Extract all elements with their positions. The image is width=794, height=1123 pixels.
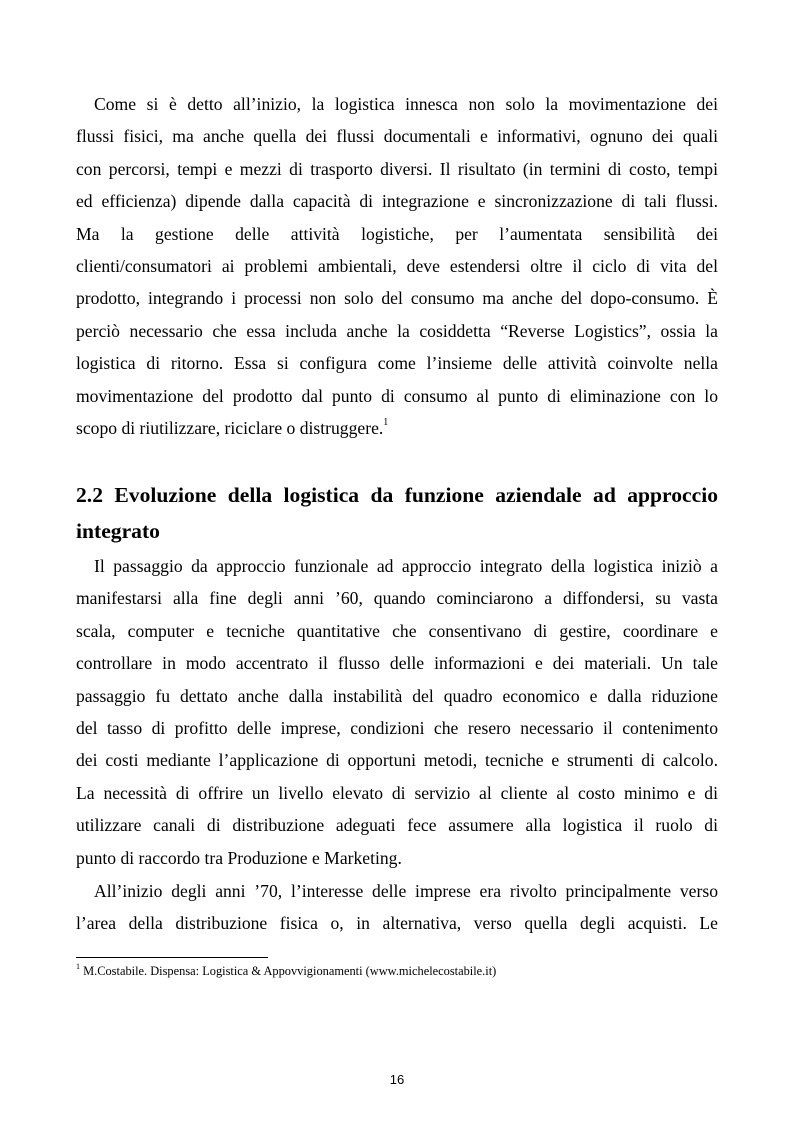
page-number: 16 <box>389 1072 405 1087</box>
heading-line: 2.2 Evoluzione della logistica da funzione aziendale ad approccio <box>76 483 718 507</box>
paragraph-line: flussi fisici, ma anche quella dei flussi documentali e informativi, ognuno dei quali <box>76 126 718 147</box>
paragraph-line: l’area della distribuzione fisica o, in alternativa, verso quella degli acquisti. Le <box>76 913 718 934</box>
paragraph-line: perciò necessario che essa includa anche la cosiddetta “Reverse Logistics”, ossia la <box>76 320 718 341</box>
paragraph-line: movimentazione del prodotto dal punto di consumo al punto di eliminazione con lo <box>76 385 718 406</box>
footnote-reference: 1 <box>383 417 389 429</box>
paragraph-reverse-logistics <box>76 88 718 444</box>
paragraph-line: scopo di riutilizzare, riciclare o distruggere. <box>76 417 384 438</box>
footnote-text: M.Costabile. Dispensa: Logistica & Appovvigionamenti (www.michelecostabile.it) <box>83 964 497 978</box>
paragraph-line: passaggio fu dettato anche dalla instabilità del quadro economico e dalla riduzione <box>76 685 718 706</box>
paragraph-line: Il passaggio da approccio funzionale ad approccio integrato della logistica iniziò a <box>94 556 718 576</box>
paragraph-line: punto di raccordo tra Produzione e Marketing. <box>76 847 402 868</box>
heading-line: integrato <box>76 519 160 543</box>
paragraph-line: ed efficienza) dipende dalla capacità di integrazione e sincronizzazione di tali flussi. <box>76 191 718 212</box>
footnote-separator <box>76 957 268 958</box>
paragraph-seventies <box>76 875 718 940</box>
section-heading <box>76 477 718 549</box>
paragraph-line: Ma la gestione delle attività logistiche, per l’aumentata sensibilità dei <box>76 223 718 244</box>
paragraph-line: scala, computer e tecniche quantitative che consentivano di gestire, coordinare e <box>76 620 718 641</box>
paragraph-line: del tasso di profitto delle imprese, condizioni che resero necessario il contenimento <box>76 717 718 738</box>
paragraph-line: clienti/consumatori ai problemi ambientali, deve estendersi oltre il ciclo di vita del <box>76 255 718 276</box>
paragraph-line: controllare in modo accentrato il flusso delle informazioni e dei materiali. Un tale <box>76 653 718 674</box>
paragraph-line: manifestarsi alla fine degli anni ’60, quando cominciarono a diffondersi, su vasta <box>76 588 718 609</box>
paragraph-last-line <box>76 412 718 444</box>
paragraph-line: dei costi mediante l’applicazione di opportuni metodi, tecniche e strumenti di calcolo. <box>76 750 718 771</box>
paragraph-line: Come si è detto all’inizio, la logistica innesca non solo la movimentazione dei <box>94 94 718 114</box>
paragraph-integrated-approach <box>76 550 718 874</box>
footnote-marker: 1 <box>76 961 80 971</box>
paragraph-line: All’inizio degli anni ’70, l’interesse delle imprese era rivolto principalmente verso <box>94 881 718 901</box>
paragraph-line: prodotto, integrando i processi non solo del consumo ma anche del dopo-consumo. È <box>76 288 718 309</box>
paragraph-line: La necessità di offrire un livello elevato di servizio al cliente al costo minimo e di <box>76 782 718 803</box>
paragraph-line: con percorsi, tempi e mezzi di trasporto diversi. Il risultato (in termini di costo, tempi <box>76 158 718 179</box>
paragraph-line: logistica di ritorno. Essa si configura come l’insieme delle attività coinvolte nella <box>76 353 718 374</box>
paragraph-line: utilizzare canali di distribuzione adeguati fece assumere alla logistica il ruolo di <box>76 815 718 836</box>
footnote <box>76 963 718 979</box>
